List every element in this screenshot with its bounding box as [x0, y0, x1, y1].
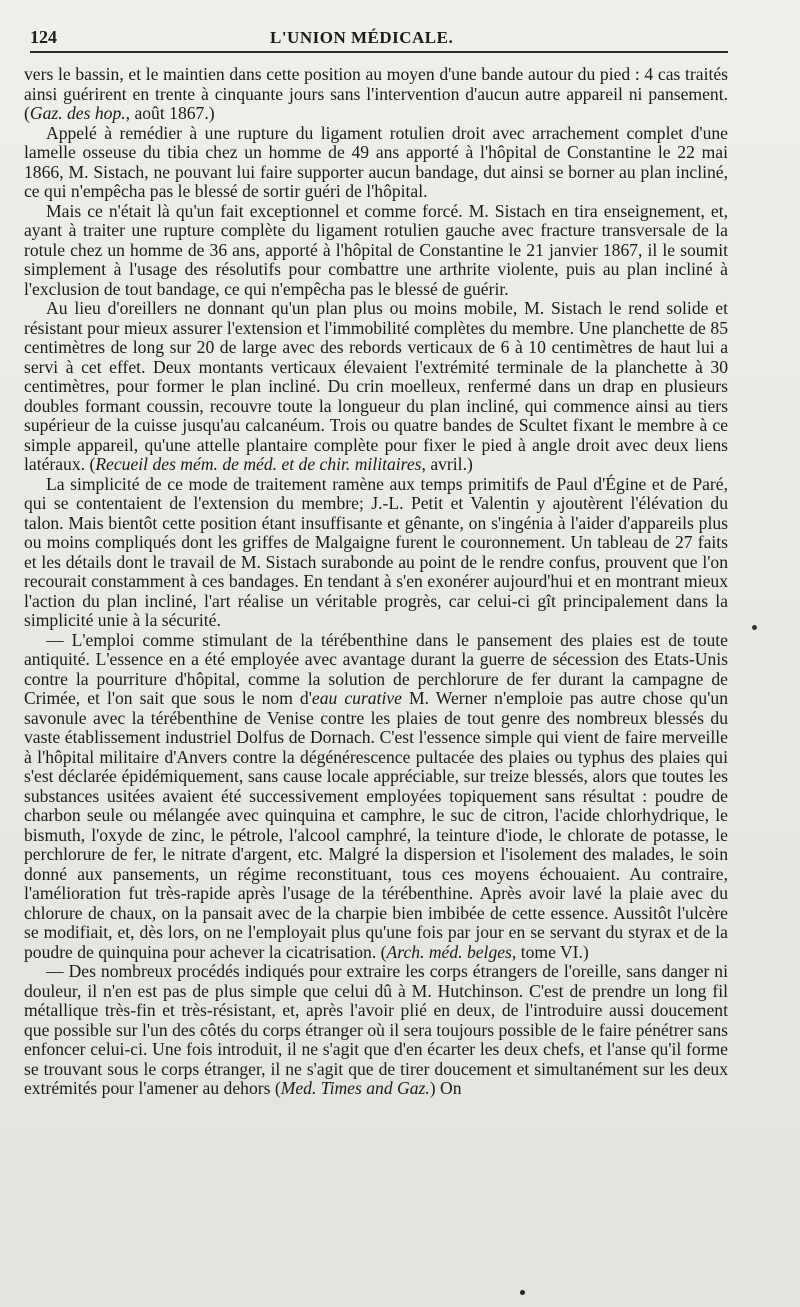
citation-italic: Med. Times and Gaz.	[280, 1078, 430, 1098]
paragraph-text: vers le bassin, et le maintien dans cette position au moyen d'une bande autour du pied : 4 cas traités ainsi guérirent en trente à cinquante jours sans l'intervention d'aucun autre appareil ni pansement. (	[24, 64, 728, 123]
paragraph	[24, 65, 728, 124]
paragraph-text: ) On	[429, 1078, 462, 1098]
page-header	[30, 22, 728, 53]
paragraph	[24, 202, 728, 300]
margin-dot-mark	[752, 625, 757, 630]
paragraph-text: , août 1867.)	[125, 103, 215, 123]
running-title: L'UNION MÉDICALE.	[270, 28, 454, 47]
paragraph-text: M. Werner n'emploie pas autre chose qu'un savonule avec la térébenthine de Venise contre les plaies de tout genre des nombreux blessés du vaste établissement industriel Dolfus de Dornach. C'est l'essence simple qui vient de faire merveille à l'hôpital militaire d'Anvers contre la dégénérescence pultacée des plaies ou typhus des plaies qui s'est déclarée épidémiquement, sans cause locale appréciable, sur treize blessés, alors que toutes les substances usitées avaient été successivement employées topiquement sans résultat : poudre de charbon seule ou mélangée avec quinquina et camphre, le suc de citron, l'acide chlorhydrique, le bismuth, l'oxyde de zinc, le pétrole, l'alcool camphré, la teinture d'iode, le chlorate de potasse, le perchlorure de fer, le nitrate d'argent, etc. Malgré la dispersion et l'isolement des malades, le soin donné aux pansements, un régime reconstituant, tous ces moyens échouaient. Au contraire, l'amélioration fut très-rapide après l'usage de la térébenthine. Après avoir lavé la plaie avec du chlorure de chaux, on la pansait avec de la charpie bien imbibée de cette essence. Aussitôt l'ulcère se modifiait, et, dès lors, on ne l'employait plus qu'une fois par jour en se servant du styrax et de la poudre de quinquina pour achever la cicatrisation. (	[24, 688, 728, 962]
citation-italic: Arch. méd. belges	[386, 941, 512, 962]
paragraph-text: , tome VI.)	[511, 941, 589, 962]
paragraph	[24, 299, 728, 475]
paragraph-text: Mais ce n'était là qu'un fait exceptionnel et comme forcé. M. Sistach en tira enseignement, et, ayant à traiter une rupture complète du ligament rotulien gauche avec fracture transversale de la rotule chez un homme de 36 ans, apporté à l'hôpital de Constantine le 21 janvier 1867, il le soumit simplement à l'usage des résolutifs pour combattre une arthrite violente, puis au plan incliné à l'exclusion de tout bandage, ce qui n'empêcha pas le blessé de guérir.	[24, 200, 728, 299]
page-number: 124	[30, 27, 57, 47]
citation-italic: Gaz. des hop.	[29, 103, 126, 123]
article-body	[24, 65, 728, 1099]
paragraph-text: , avril.)	[421, 454, 473, 474]
citation-italic: Recueil des mém. de méd. et de chir. militaires	[95, 454, 422, 474]
paragraph	[24, 475, 728, 631]
paragraph-text: — Des nombreux procédés indiqués pour extraire les corps étrangers de l'oreille, sans danger ni douleur, il n'en est pas de plus simple que celui dû à M. Hutchinson. C'est de prendre un long fil métallique très-fin et très-résistant, et, après l'avoir plié en deux, de l'introduire aussi doucement que possible sur l'un des côtés du corps étranger où il sera toujours possible de le faire pénétrer sans enfoncer celui-ci. Une fois introduit, il ne s'agit que d'en écarter les deux chefs, et l'anse qu'il forme se trouvant sous le corps étranger, il ne s'agit que de tirer doucement et simultanément sur les deux extrémités pour l'amener au dehors (	[24, 961, 728, 1098]
paragraph-text: La simplicité de ce mode de traitement ramène aux temps primitifs de Paul d'Égine et de Paré, qui se contentaient de l'extension du membre; J.-L. Petit et Valentin y ajoutèrent l'élévation du talon. Mais bientôt cette position étant insuffisante et gênante, on s'ingénia à l'aider d'appareils plus ou moins compliqués dont les griffes de Malgaigne furent le couronnement. Un tableau de 27 faits et les détails dont le travail de M. Sistach surabonde au point de le rendre confus, prouvent que l'on recourait constamment à ces bandages. En tendant à s'en exonérer aujourd'hui et en montrant mieux l'action du plan incliné, l'art réalise un véritable progrès, car celui-ci gît principalement dans la simplicité unie à la sécurité.	[24, 473, 728, 630]
footer-dot-mark	[520, 1290, 525, 1295]
citation-italic: eau curative	[311, 688, 402, 708]
paragraph-text: Au lieu d'oreillers ne donnant qu'un plan plus ou moins mobile, M. Sistach le rend solide et résistant pour mieux assurer l'extension et l'immobilité complètes du membre. Une planchette de 85 centimètres de long sur 20 de large avec des rebords verticaux de 6 à 10 centimètres de haut lui a servi à cet effet. Deux montants verticaux élevaient l'extrémité terminale de la planchette à 30 centimètres, pour former le plan incliné. Du crin moelleux, renfermé dans un drap en plusieurs doubles formant coussin, recouvre toute la longueur du plan incliné, qui commence ainsi au tiers supérieur de la cuisse jusqu'au calcanéum. Trois ou quatre bandes de Scultet fixant le membre à ce simple appareil, qu'une attelle plantaire complète pour fixer le pied à angle droit avec deux liens latéraux. (	[24, 298, 728, 474]
paragraph	[24, 124, 728, 202]
paragraph	[24, 631, 728, 963]
paragraph-text: — L'emploi comme stimulant de la térébenthine dans le pansement des plaies est de toute antiquité. L'essence en a été employée avec avantage durant la guerre de sécession des Etats-Unis contre la pourriture d'hôpital, comme la solution de perchlorure de fer durant la campagne de Crimée, et l'on sait que sous le nom d'	[24, 629, 728, 708]
paragraph-text: Appelé à remédier à une rupture du ligament rotulien droit avec arrachement complet d'une lamelle osseuse du tibia chez un homme de 49 ans apporté à l'hôpital de Constantine le 22 mai 1866, M. Sistach, ne pouvant lui faire supporter aucun bandage, dut ainsi se borner au plan incliné, ce qui n'empêcha pas le blessé de sortir guéri de l'hôpital.	[24, 122, 728, 201]
paragraph	[24, 962, 728, 1099]
